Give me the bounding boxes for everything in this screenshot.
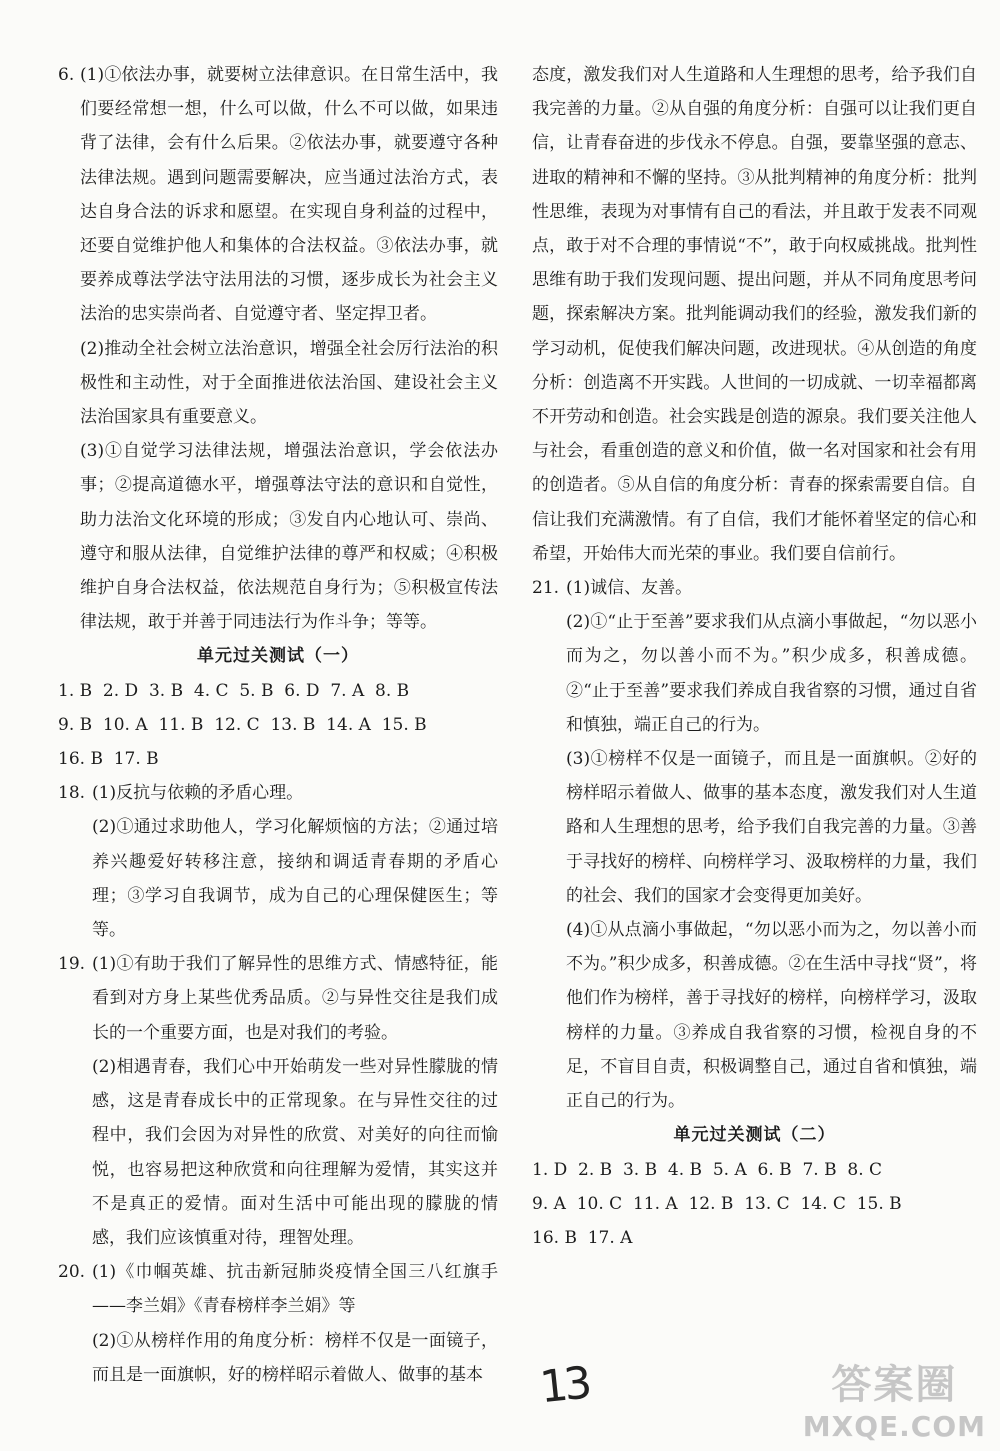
- answer-21: [532, 571, 977, 1118]
- right-column: [532, 58, 977, 1255]
- question-number: 6.: [58, 65, 75, 85]
- question-number: 18.: [58, 783, 86, 804]
- multiple-choice-answers-1-line-3: 16. B 17. B: [58, 749, 159, 770]
- answer-18-part-2: (2)①通过求助他人，学习化解烦恼的方法；②通过培养兴趣爱好转移注意，接纳和调适青春期的矛盾心理；③学习自我调节，成为自己的心理保健医生；等等。: [92, 817, 498, 941]
- handwritten-page-number: 13: [537, 1357, 591, 1414]
- multiple-choice-answers-2-line-3: 16. B 17. A: [532, 1227, 633, 1248]
- answer-19-part-1: (1)①有助于我们了解异性的思维方式、情感特征，能看到对方身上某些优秀品质。②与异性交往是我们成长的一个重要方面，也是对我们的考验。: [92, 954, 498, 1043]
- answer-6-part-2: (2)推动全社会树立法治意识，增强全社会厉行法治的积极性和主动性，对于全面推进依法治国、建设社会主义法治国家具有重要意义。: [80, 338, 498, 428]
- multiple-choice-answers-2-line-1: 1. D 2. B 3. B 4. B 5. A 6. B 7. B 8. C: [532, 1159, 883, 1180]
- answer-21-part-1: (1)诚信、友善。: [566, 578, 693, 599]
- multiple-choice-answers-2-line-2: 9. A 10. C 11. A 12. B 13. C 14. C 15. B: [532, 1193, 902, 1214]
- answer-6-part-1: (1)①依法办事，就要树立法律意识。在日常生活中，我们要经常想一想，什么可以做，什么不可以做，如果违背了法律，会有什么后果。②依法办事，就要遵守各种法律法规。遇到问题需要解决，应当通过法治方式，表达自身合法的诉求和愿望。在实现自身利益的过程中，还要自觉维护他人和集体的合法权益。③依法办事，就要养成尊法学法守法用法的习惯，逐步成长为社会主义法治的忠实崇尚者、自觉遵守者、坚定捍卫者。: [80, 65, 498, 325]
- answer-19-part-2: (2)相遇青春，我们心中开始萌发一些对异性朦胧的情感，这是青春成长中的正常现象。在与异性交往的过程中，我们会因为对异性的欣赏、对美好的向往而愉悦，也容易把这种欣赏和向往理解为爱情，其实这并不是真正的爱情。面对生活中可能出现的朦胧的情感，我们应该慎重对待，理智处理。: [92, 1056, 498, 1248]
- question-number: 19.: [58, 954, 86, 975]
- answer-6-part-3: (3)①自觉学习法律法规，增强法治意识，学会依法办事；②提高道德水平，增强尊法守法的意识和自觉性，助力法治文化环境的形成；③发自内心地认可、崇尚、遵守和服从法律，自觉维护法律的尊严和权威；④积极维护自身合法权益，依法规范自身行为；⑤积极宣传法律法规，敢于并善于同违法行为作斗争；等等。: [80, 441, 498, 633]
- answer-6: [58, 58, 498, 639]
- section-heading-unit-test-2: 单元过关测试（二）: [673, 1125, 836, 1146]
- answer-18: [58, 776, 498, 947]
- answer-19: [58, 947, 498, 1255]
- left-column: [58, 58, 498, 1392]
- watermark-logo: 答案圈: [831, 1362, 958, 1408]
- answer-21-part-4: (4)①从点滴小事做起，“勿以恶小而为之，勿以善小而不为。”积少成多，积善成德。②在生活中寻找“贤”，将他们作为榜样，善于寻找好的榜样，向榜样学习，汲取榜样的力量。③养成自我省察的习惯，检视自身的不足，不盲目自责，积极调整自己，通过自省和慎独，端正自己的行为。: [566, 920, 977, 1112]
- answer-18-part-1: (1)反抗与依赖的矛盾心理。: [92, 783, 304, 804]
- answer-20-part-2: (2)①从榜样作用的角度分析：榜样不仅是一面镜子，而且是一面旗帜，好的榜样昭示着做人、做事的基本: [92, 1330, 498, 1385]
- multiple-choice-answers-1-line-1: 1. B 2. D 3. B 4. C 5. B 6. D 7. A 8. B: [58, 680, 410, 701]
- question-number: 20.: [58, 1262, 86, 1283]
- question-number: 21.: [532, 578, 560, 599]
- answer-20: [58, 1255, 498, 1392]
- section-heading-unit-test-1: 单元过关测试（一）: [197, 646, 359, 667]
- answer-20-continued: 态度，激发我们对人生道路和人生理想的思考，给予我们自我完善的力量。②从自强的角度分析：自强可以让我们更自信，让青春奋进的步伐永不停息。自强，要靠坚强的意志、进取的精神和不懈的坚持。③从批判精神的角度分析：批判性思维，表现为对事情有自己的看法，并且敢于发表不同观点，敢于对不合理的事情说“不”，敢于向权威挑战。批判性思维有助于我们发现问题、提出问题，并从不同角度思考问题，探索解决方案。批判能调动我们的经验，激发我们新的学习动机，促使我们解决问题，改进现状。④从创造的角度分析：创造离不开实践。人世间的一切成就、一切幸福都离不开劳动和创造。社会实践是创造的源泉。我们要关注他人与社会，看重创造的意义和价值，做一名对国家和社会有用的创造者。⑤从自信的角度分析：青春的探索需要自信。自信让我们充满激情。有了自信，我们才能怀着坚定的信心和希望，开始伟大而光荣的事业。我们要自信前行。: [532, 65, 977, 564]
- watermark-url: MXQE.COM: [802, 1410, 986, 1443]
- multiple-choice-answers-1-line-2: 9. B 10. A 11. B 12. C 13. B 14. A 15. B: [58, 714, 427, 735]
- answer-21-part-3: (3)①榜样不仅是一面镜子，而且是一面旗帜。②好的榜样昭示着做人、做事的基本态度，激发我们对人生道路和人生理想的思考，给予我们自我完善的力量。③善于寻找好的榜样、向榜样学习、汲取榜样的力量，我们的社会、我们的国家才会变得更加美好。: [566, 749, 977, 906]
- answer-21-part-2: (2)①“止于至善”要求我们从点滴小事做起，“勿以恶小而为之，勿以善小而不为。”积少成多，积善成德。②“止于至善”要求我们养成自我省察的习惯，通过自省和慎独，端正自己的行为。: [566, 612, 977, 735]
- answer-20-part-1: (1)《巾帼英雄、抗击新冠肺炎疫情全国三八红旗手——李兰娟》《青春榜样李兰娟》等: [92, 1262, 498, 1317]
- site-watermark: [803, 1353, 986, 1443]
